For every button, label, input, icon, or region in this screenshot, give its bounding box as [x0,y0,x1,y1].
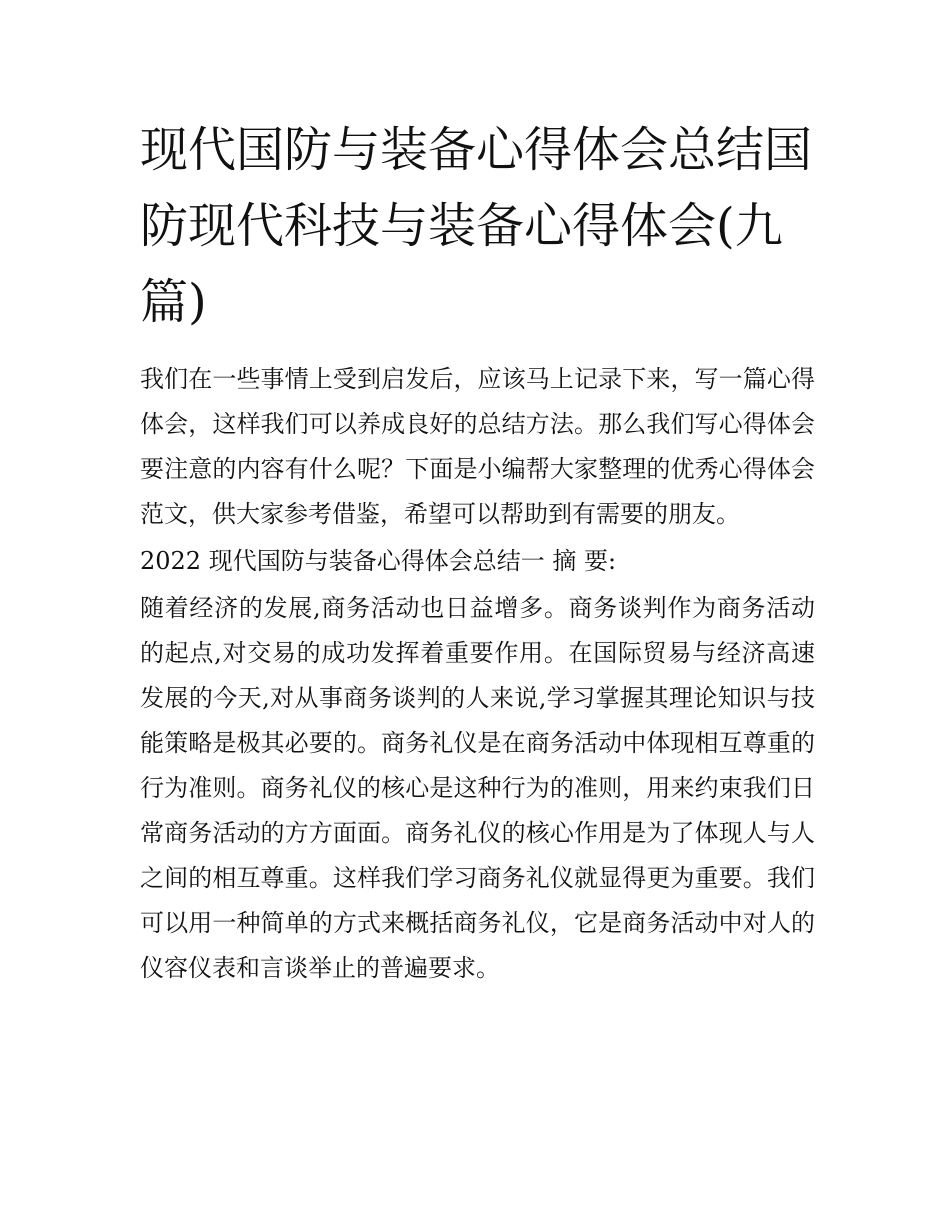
section-paragraph: 随着经济的发展,商务活动也日益增多。商务谈判作为商务活动的起点,对交易的成功发挥着重要作用。在国际贸易与经济高速发展的今天,对从事商务谈判的人来说,学习掌握其理论知识与技能策略是极其必要的。商务礼仪是在商务活动中体现相互尊重的行为准则。商务礼仪的核心是这种行为的准则，用来约束我们日常商务活动的方方面面。商务礼仪的核心作用是为了体现人与人之间的相互尊重。这样我们学习商务礼仪就显得更为重要。我们可以用一种简单的方式来概括商务礼仪，它是商务活动中对人的仪容仪表和言谈举止的普遍要求。 [140,594,815,982]
document-body [140,357,815,991]
section-heading: 2022 现代国防与装备心得体会总结一 摘 要: [140,547,617,575]
intro-paragraph: 我们在一些事情上受到启发后，应该马上记录下来，写一篇心得体会，这样我们可以养成良好的总结方法。那么我们写心得体会要注意的内容有什么呢？下面是小编帮大家整理的优秀心得体会范文，供大家参考借鉴，希望可以帮助到有需要的朋友。 [140,365,815,528]
document-title: 现代国防与装备心得体会总结国防现代科技与装备心得体会(九篇) [140,122,813,330]
